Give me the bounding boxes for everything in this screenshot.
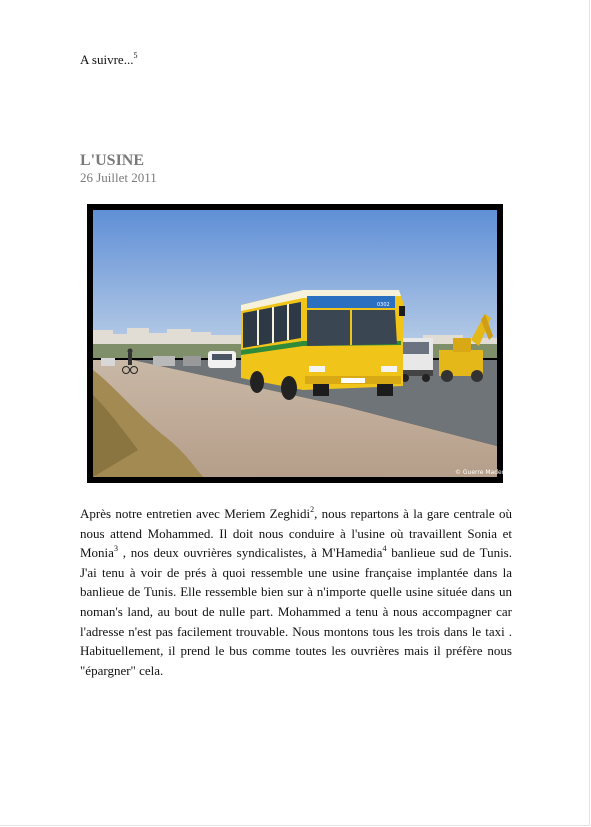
- paragraph-segment-3: , nos deux ouvrières syndicalistes, à M'Hamedia: [117, 545, 383, 561]
- bus-photo: [93, 210, 505, 477]
- article-title: L'USINE: [80, 152, 145, 169]
- paragraph-segment-1: Après notre entretien avec Meriem Zeghidi: [80, 506, 311, 521]
- bus-number-label: 0302: [377, 302, 390, 308]
- paragraph-segment-4: banlieue sud de Tunis. J'ai tenu à voir de prés à quoi ressemble une usine française implantée dans la banlieue de Tunis. Elle ressemble bien sur à n'importe quelle usine située dans un noman's land, au bout de nulle part. Mohammed a tenu à nous accompagner car l'adresse n'est pas facilement trouvable. Nous montons tous les trois dans le taxi . Habituellement, il prend le bus comme toutes les ouvrières mais il préfère nous "épargner" cela.: [80, 545, 512, 678]
- continued-line: [80, 52, 137, 68]
- footnote-ref-4[interactable]: 4: [382, 544, 387, 554]
- continued-text: A suivre...: [80, 52, 134, 67]
- article-paragraph: [80, 504, 512, 680]
- paragraph-segment-2: , nous repartons à la gare centrale où nous attend Mohammed. Il doit nous conduire à l'usine où travaillent Sonia et Monia: [80, 506, 512, 561]
- footnote-ref-3[interactable]: 3: [113, 544, 118, 554]
- footnote-ref-5[interactable]: 5: [133, 51, 138, 60]
- article-date: 26 Juillet 2011: [80, 170, 157, 185]
- photo-credit: © Guerre Mader: [455, 469, 505, 476]
- footnote-ref-2[interactable]: 2: [310, 505, 315, 514]
- photo-frame: [87, 204, 503, 483]
